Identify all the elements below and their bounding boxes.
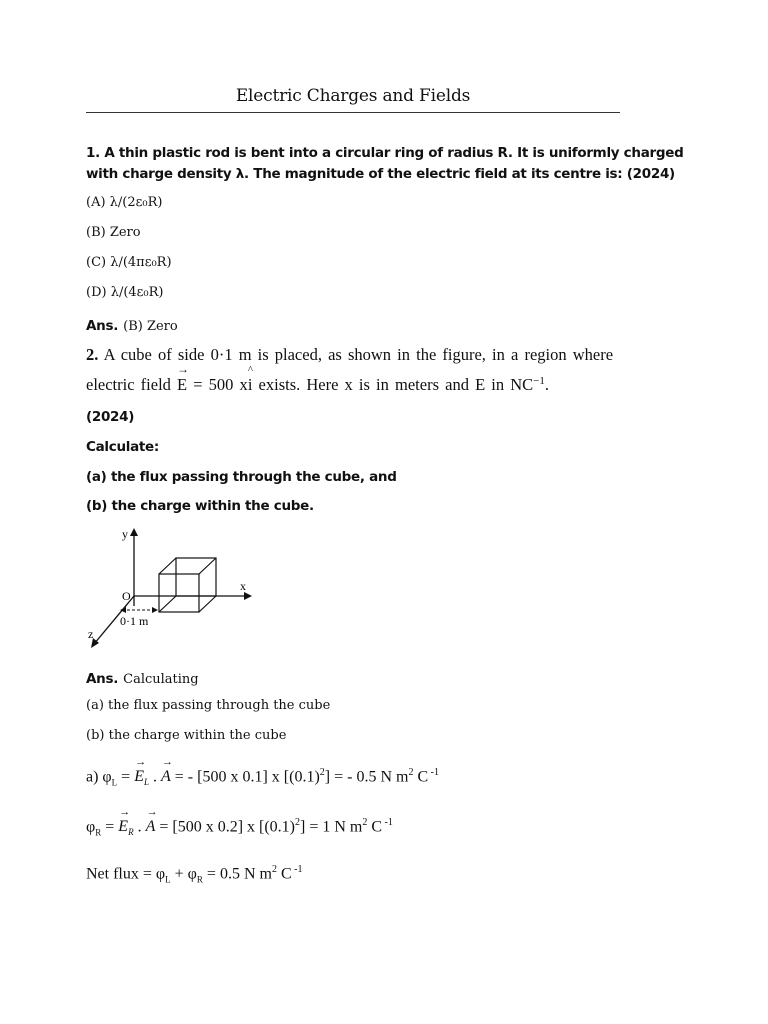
eq2-rhs-sup: 2 [295, 817, 301, 828]
eq2-rhs2: ] = 1 N m [300, 818, 363, 836]
z-axis-label: z [88, 627, 94, 641]
q2-answer-text: Calculating [123, 672, 199, 687]
answer2-line-a: (a) the flux passing through the cube [86, 698, 331, 713]
eq1-arrow-e: → [135, 756, 147, 769]
origin-label: O [122, 589, 131, 603]
eq1-e-sub: L [143, 777, 149, 788]
vector-arrow: → [177, 362, 190, 376]
q1-option-b: (B) Zero [86, 225, 141, 240]
q1-option-a: (A) λ/(2ε₀R) [86, 195, 163, 210]
q2-year: (2024) [86, 409, 135, 425]
q1-option-d: (D) λ/(4ε₀R) [86, 285, 164, 300]
eq2-equals: = [101, 818, 119, 836]
i-symbol: i [247, 375, 253, 394]
eq1-dot: . [149, 768, 161, 786]
eq2-vector-e [118, 806, 134, 838]
eq1-rhs: = - [500 x 0.1] x [(0.1) [170, 768, 320, 786]
eq2-unit-rest: C [367, 818, 383, 836]
eq3-prefix: Net flux = φ [86, 865, 166, 883]
q1-option-c: (C) λ/(4πε₀R) [86, 255, 172, 270]
q2-part-a: (a) the flux passing through the cube, and [86, 469, 397, 485]
eq2-rhs: = [500 x 0.2] x [(0.1) [155, 818, 296, 836]
eq1-unit-rest: C [413, 768, 429, 786]
answer2-line-b: (b) the charge within the cube [86, 728, 287, 743]
eq1-e: E [134, 768, 144, 786]
eq1-sub: L [111, 777, 118, 788]
eq1-arrow-a: → [162, 756, 173, 769]
eq2-vector-a [145, 806, 158, 836]
eq2-sub: R [95, 827, 102, 838]
q2-line2-post: exists. Here x is in meters and E in NC [258, 375, 534, 394]
y-axis-label: y [122, 527, 128, 541]
eq1-vector-e [134, 756, 149, 788]
q2-text-line1 [86, 345, 613, 365]
cube-edge [159, 558, 176, 574]
eq1-rhs2: ] = - 0.5 N m [324, 768, 409, 786]
eq1-prefix: a) φ [86, 768, 112, 786]
q1-answer-label: Ans. [86, 318, 119, 334]
distance-arrow-right [152, 607, 158, 613]
eq3-unit-rest: C [276, 865, 292, 883]
eq1-rhs-sup: 2 [319, 767, 325, 778]
eq3-sub2: R [196, 874, 203, 885]
q2-text-line2 [86, 362, 549, 395]
cube-edge [199, 596, 216, 612]
q1-answer-text: (B) Zero [123, 319, 178, 334]
side-length-label: 0·1 m [120, 614, 149, 628]
title-divider [86, 112, 620, 113]
eq1-equals: = [117, 768, 135, 786]
q1-text-line1: 1. A thin plastic rod is bent into a circular ring of radius R. It is uniformly charged [86, 145, 684, 161]
eq1-unit-sup: 2 [408, 767, 414, 778]
eq2-e-sub: R [128, 827, 134, 838]
q1-text-line2: with charge density λ. The magnitude of the electric field at its centre is: (2024) [86, 166, 675, 182]
eq2-arrow-a: → [146, 806, 158, 819]
eq2-dot: . [133, 818, 146, 836]
q2-answer [86, 668, 199, 687]
eq2-a: A [145, 818, 156, 836]
eq1-a: A [161, 768, 171, 786]
unit-hat: ^ [247, 364, 253, 376]
cube-edge [159, 596, 176, 612]
q2-line2-pre: electric field [86, 375, 171, 394]
q2-period: . [544, 375, 549, 394]
cube-diagram [88, 526, 260, 656]
eq1-vector-a [161, 756, 173, 786]
e-symbol: E [177, 375, 188, 394]
eq2-arrow-e: → [119, 806, 131, 819]
page-title: Electric Charges and Fields [235, 86, 471, 106]
eq2-prefix: φ [86, 818, 96, 836]
q2-exponent: −1 [533, 375, 545, 387]
x-axis-label: x [240, 579, 246, 593]
electric-field-vector [177, 362, 190, 395]
q2-part-b: (b) the charge within the cube. [86, 498, 314, 514]
eq3-plus: + φ [170, 865, 197, 883]
cube-edge [199, 558, 216, 574]
q1-answer [86, 315, 178, 334]
eq3-rhs: = 0.5 N m [202, 865, 272, 883]
equation-flux-right [86, 806, 393, 838]
eq2-e: E [118, 818, 129, 836]
x-axis-arrowhead [244, 592, 252, 600]
cube-figure [88, 526, 260, 656]
q2-equals-value: = 500 x [193, 375, 248, 394]
eq2-unit-exp: -1 [382, 817, 393, 828]
unit-vector-i [247, 364, 253, 395]
q2-number: 2. [86, 345, 99, 364]
q2-line1-text: A cube of side 0·1 m is placed, as shown in the figure, in a region where [103, 345, 614, 364]
eq3-unit-exp: -1 [291, 864, 303, 875]
q2-calculate: Calculate: [86, 439, 160, 455]
equation-net-flux [86, 864, 302, 885]
q2-answer-label: Ans. [86, 671, 119, 687]
eq1-unit-exp: -1 [428, 767, 439, 778]
eq3-unit-sup: 2 [271, 864, 277, 875]
eq2-unit-sup: 2 [362, 817, 368, 828]
eq3-sub1: L [165, 874, 171, 885]
equation-flux-left [86, 756, 439, 788]
y-axis-arrowhead [130, 528, 138, 536]
